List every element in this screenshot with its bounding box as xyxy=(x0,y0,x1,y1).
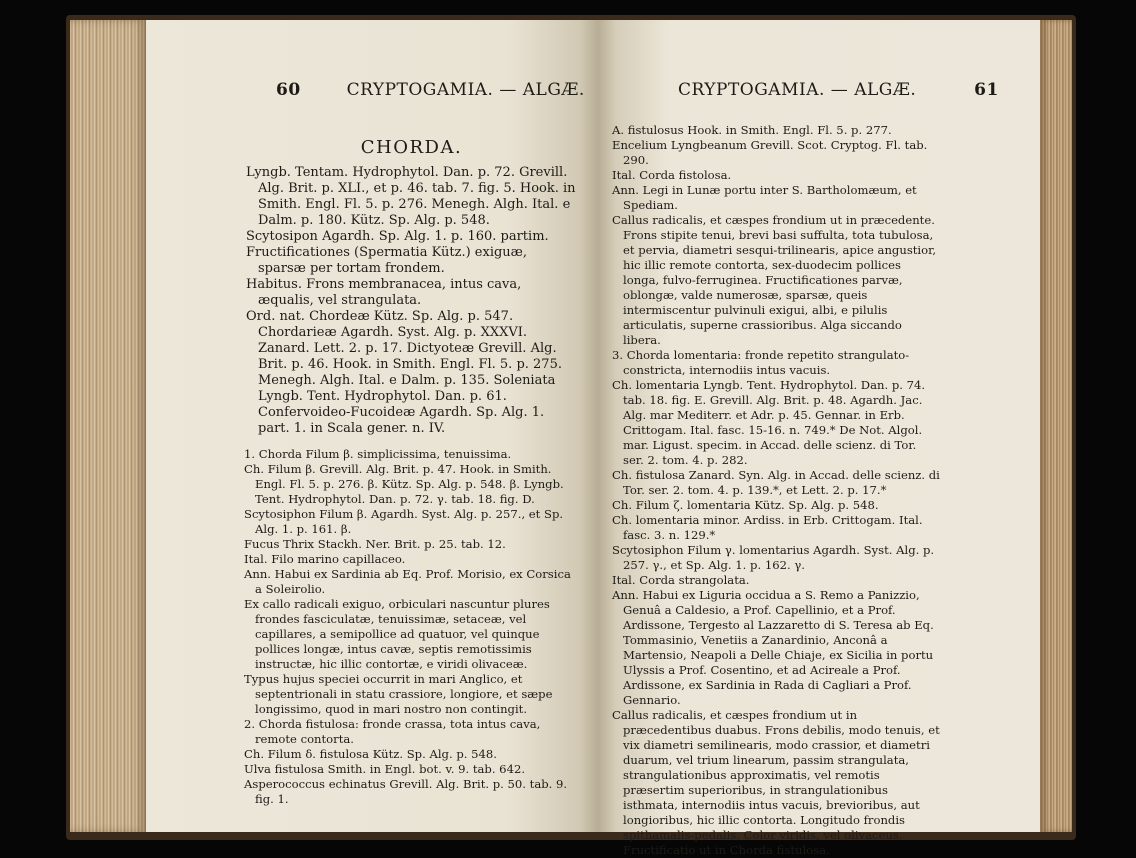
right-page-body xyxy=(612,123,940,858)
paragraph: Ital. Corda fistolosa. xyxy=(612,168,732,182)
right-page-header xyxy=(678,80,999,100)
paragraph: Ch. lomentaria Lyngb. Tent. Hydrophytol. Dan. p. 74. tab. 18. fig. E. Grevill. Alg. Brit. p. 48. Agardh. Jac. Alg. mar Mediterr. et Adr. p. 45. Gennar. in Erb. Crittogam. Ital. fasc. 15-16. n. 749.* De Not. Algol. mar. Ligust. specim. in Accad. delle scienz. di Tor. ser. 2. tom. 4. p. 282. xyxy=(612,378,926,467)
paragraph: Fucus Thrix Stackh. Ner. Brit. p. 25. tab. 12. xyxy=(244,537,506,551)
paragraph: Habitus. Frons membranacea, intus cava, æqualis, vel strangulata. xyxy=(246,277,522,308)
paragraph: Ord. nat. Chordeæ Kütz. Sp. Alg. p. 547. Chordarieæ Agardh. Syst. Alg. p. XXXVI. Zanard. Lett. 2. p. 17. Dictyoteæ Grevill. Alg. Brit. p. 46. Hook. in Smith. Engl. Fl. 5. p. 275. Menegh. Algh. Ital. e Dalm. p. 135. Soleniata Lyngb. Tent. Hydrophytol. Dan. p. 61. Confervoideo-Fucoideæ Agardh. Sp. Alg. 1. part. 1. in Scala gener. n. IV. xyxy=(246,309,562,436)
paragraph: Ch. fistulosa Zanard. Syn. Alg. in Accad. delle scienz. di Tor. ser. 2. tom. 4. p. 139.*, et Lett. 2. p. 17.* xyxy=(612,468,940,497)
paragraph: Ch. Filum δ. fistulosa Kütz. Sp. Alg. p. 548. xyxy=(244,747,497,761)
paragraph: Callus radicalis, et cæspes frondium ut in præcedente. Frons stipite tenui, brevi basi suffulta, tota tubulosa, et pervia, diametri sesqui-trilinearis, apice angustior, hic illic remote contorta, sex-duodecim pollices longa, fulvo-ferruginea. Fructificationes parvæ, oblongæ, valde numerosæ, sparsæ, queis intermiscentur pulvinuli exigui, albi, e pilulis articulatis, superne crassioribus. Alga siccando libera. xyxy=(612,213,937,347)
paragraph: Lyngb. Tentam. Hydrophytol. Dan. p. 72. Grevill. Alg. Brit. p. XLI., et p. 46. tab. 7. fig. 5. Hook. in Smith. Engl. Fl. 5. p. 276. Menegh. Algh. Ital. e Dalm. p. 180. Kütz. Sp. Alg. p. 548. xyxy=(246,165,576,228)
paragraph: Ann. Habui ex Liguria occidua a S. Remo a Panizzio, Genuâ a Caldesio, a Prof. Capellinio, et a Prof. Ardissone, Tergesto al Lazzaretto di S. Teresa ab Eq. Tommasinio, Venetiis a Zanardinio, Anconâ a Martensio, Neapoli a Delle Chiaje, ex Sicilia in portu Ulyssis a Prof. Cosentino, et ad Acireale a Prof. Ardissone, ex Sardinia in Rada di Cagliari a Prof. Gennario. xyxy=(612,588,934,707)
left-running-head: CRYPTOGAMIA. — ALGÆ. xyxy=(346,80,585,100)
right-page xyxy=(598,20,1040,857)
left-page xyxy=(146,20,598,832)
paragraph: Fructificationes (Spermatia Kütz.) exiguæ, sparsæ per tortam frondem. xyxy=(246,245,528,276)
left-page-number: 60 xyxy=(276,80,301,100)
species-entry: 1. Chorda Filum β. simplicissima, tenuissima. xyxy=(244,447,512,461)
species-entry: 3. Chorda lomentaria: fronde repetito strangulato-constricta, internodiis intus vacuis. xyxy=(612,348,910,377)
paragraph: Ital. Corda strangolata. xyxy=(612,573,750,587)
left-page-body xyxy=(244,137,579,807)
paragraph: Scytosiphon Filum β. Agardh. Syst. Alg. p. 257., et Sp. Alg. 1. p. 161. β. xyxy=(244,507,564,536)
paragraph: Scytosipon Agardh. Sp. Alg. 1. p. 160. partim. xyxy=(246,229,549,244)
left-page-header xyxy=(276,80,585,100)
paragraph: Ch. lomentaria minor. Ardiss. in Erb. Crittogam. Ital. fasc. 3. n. 129.* xyxy=(612,513,923,542)
paragraph: Typus hujus speciei occurrit in mari Anglico, et septentrionali in statu crassiore, longiore, et sæpe longissimo, quod in mari nostro non contingit. xyxy=(244,672,553,716)
paragraph: Scytosiphon Filum γ. lomentarius Agardh. Syst. Alg. p. 257. γ., et Sp. Alg. 1. p. 162. γ. xyxy=(612,543,935,572)
paragraph: Ulva fistulosa Smith. in Engl. bot. v. 9. tab. 642. xyxy=(244,762,526,776)
paragraph: Ch. Filum β. Grevill. Alg. Brit. p. 47. Hook. in Smith. Engl. Fl. 5. p. 276. β. Kütz. Sp. Alg. p. 548. β. Lyngb. Tent. Hydrophytol. Dan. p. 72. γ. tab. 18. fig. D. xyxy=(244,462,564,506)
paragraph: Callus radicalis, et cæspes frondium ut in præcedentibus duabus. Frons debilis, modo tenuis, et vix diametri semilinearis, modo crassior, et diametri duarum, vel trium linearum, passim strangulata, strangulationibus approximatis, vel remotis præsertim superioribus, in strangulationibus isthmata, internodiis intus vacuis, brevioribus, aut longioribus, hic illic contorta. Longitudo frondis spithamalis-pedalis. Color viridis, vel olivaceus. Fructificatio ut in Chorda fistulosa. xyxy=(612,708,940,857)
paragraph: Encelium Lyngbeanum Grevill. Scot. Cryptog. Fl. tab. 290. xyxy=(612,138,928,167)
paragraph: Ann. Legi in Lunæ portu inter S. Bartholomæum, et Spediam. xyxy=(612,183,917,212)
paragraph: A. fistulosus Hook. in Smith. Engl. Fl. 5. p. 277. xyxy=(612,123,892,137)
paragraph: Asperococcus echinatus Grevill. Alg. Brit. p. 50. tab. 9. fig. 1. xyxy=(244,777,568,806)
right-page-number: 61 xyxy=(974,80,999,100)
page-edges-right xyxy=(1040,20,1072,832)
right-running-head: CRYPTOGAMIA. — ALGÆ. xyxy=(678,80,917,100)
paragraph: Ex callo radicali exiguo, orbiculari nascuntur plures frondes fasciculatæ, tenuissimæ, setaceæ, vel capillares, a semipollice ad quatuor, vel quinque pollices longæ, intus cavæ, septis remotissimis instructæ, hic illic contortæ, e viridi olivaceæ. xyxy=(244,597,550,671)
species-entry: 2. Chorda fistulosa: fronde crassa, tota intus cava, remote contorta. xyxy=(244,717,541,746)
paragraph: Ann. Habui ex Sardinia ab Eq. Prof. Morisio, ex Corsica a Soleirolio. xyxy=(244,567,571,596)
paragraph: Ital. Filo marino capillaceo. xyxy=(244,552,406,566)
page-edges-left xyxy=(70,20,146,832)
paragraph: Ch. Filum ζ. lomentaria Kütz. Sp. Alg. p. 548. xyxy=(612,498,879,512)
genus-title: CHORDA. xyxy=(360,137,463,158)
